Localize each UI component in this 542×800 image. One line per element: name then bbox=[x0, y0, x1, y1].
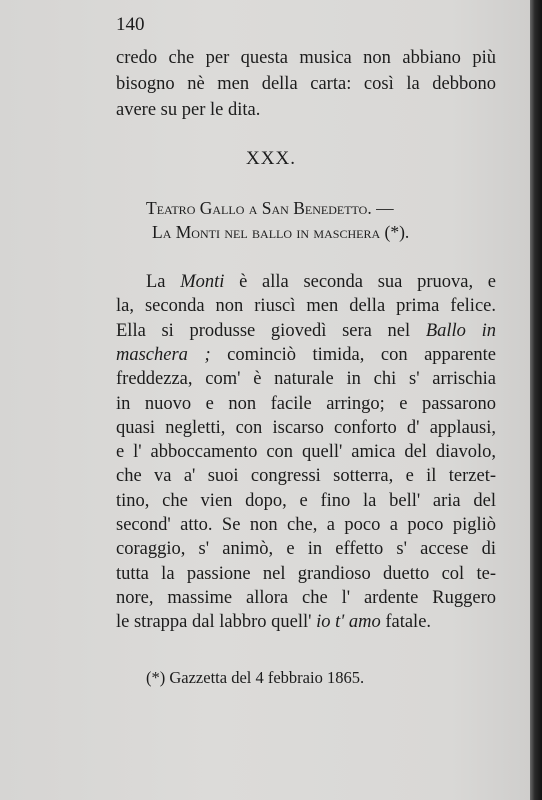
footnote: (*) Gazzetta del 4 febbraio 1865. bbox=[146, 668, 365, 687]
body-line bbox=[116, 319, 496, 343]
text-run: nore, massime allora che l' ardente Ruggero bbox=[116, 587, 496, 608]
intro-line: bisogno nè men della carta: così la debbono bbox=[116, 74, 496, 94]
text-run: coraggio, s' animò, e in effetto s' accese di bbox=[116, 539, 496, 560]
text-run: è alla seconda sua pruova, e bbox=[224, 272, 496, 292]
body-line bbox=[116, 343, 496, 367]
body-line bbox=[116, 416, 496, 440]
section-title-line-1: Teatro Gallo a San Benedetto. — bbox=[146, 198, 394, 218]
text-run: che va a' suoi congressi sotterra, e il terzet- bbox=[116, 466, 496, 487]
body-line bbox=[116, 294, 496, 318]
body-line bbox=[116, 440, 496, 464]
text-run: cominciò timida, con apparente bbox=[210, 344, 496, 365]
body-line bbox=[146, 270, 496, 294]
text-run: second' atto. Se non che, a poco a poco pigliò bbox=[116, 515, 496, 535]
body-line bbox=[116, 392, 496, 416]
italic-text: maschera ; bbox=[116, 344, 211, 365]
body-line bbox=[116, 489, 496, 513]
body-line bbox=[116, 610, 496, 634]
body-line bbox=[116, 513, 496, 537]
body-line bbox=[116, 537, 496, 561]
text-run: fatale. bbox=[380, 612, 432, 633]
text-run: freddezza, com' è naturale in chi s' arrischia bbox=[116, 369, 496, 390]
book-spine-edge bbox=[530, 0, 542, 800]
text-run: tino, che vien dopo, e fino la bell' aria del bbox=[116, 490, 496, 511]
body-line bbox=[116, 586, 496, 610]
intro-line: credo che per questa musica non abbiano più bbox=[116, 48, 496, 68]
italic-text: io t' amo bbox=[316, 612, 381, 633]
intro-line: avere su per le dita. bbox=[116, 100, 261, 120]
text-run: Ella si produsse giovedì sera nel bbox=[116, 320, 426, 341]
text-run: quasi negletti, con iscarso conforto d' applausi, bbox=[116, 417, 496, 438]
body-line bbox=[116, 464, 496, 488]
section-number: XXX. bbox=[246, 148, 296, 169]
text-run: e l' abboccamento con quell' amica del diavolo, bbox=[116, 442, 496, 463]
section-title-line-2: La Monti nel ballo in maschera (*). bbox=[152, 222, 410, 242]
text-run: la, seconda non riuscì men della prima felice. bbox=[116, 296, 496, 317]
italic-text: Ballo in bbox=[425, 320, 496, 341]
text-run: La bbox=[146, 272, 181, 292]
text-run: in nuovo e non facile arringo; e passarono bbox=[116, 393, 496, 414]
body-line bbox=[116, 367, 496, 391]
page-number: 140 bbox=[116, 14, 145, 35]
text-run: le strappa dal labbro quell' bbox=[116, 612, 317, 633]
body-line bbox=[116, 562, 496, 586]
text-run: tutta la passione nel grandioso duetto col te- bbox=[116, 563, 496, 584]
italic-text: Monti bbox=[180, 272, 225, 292]
